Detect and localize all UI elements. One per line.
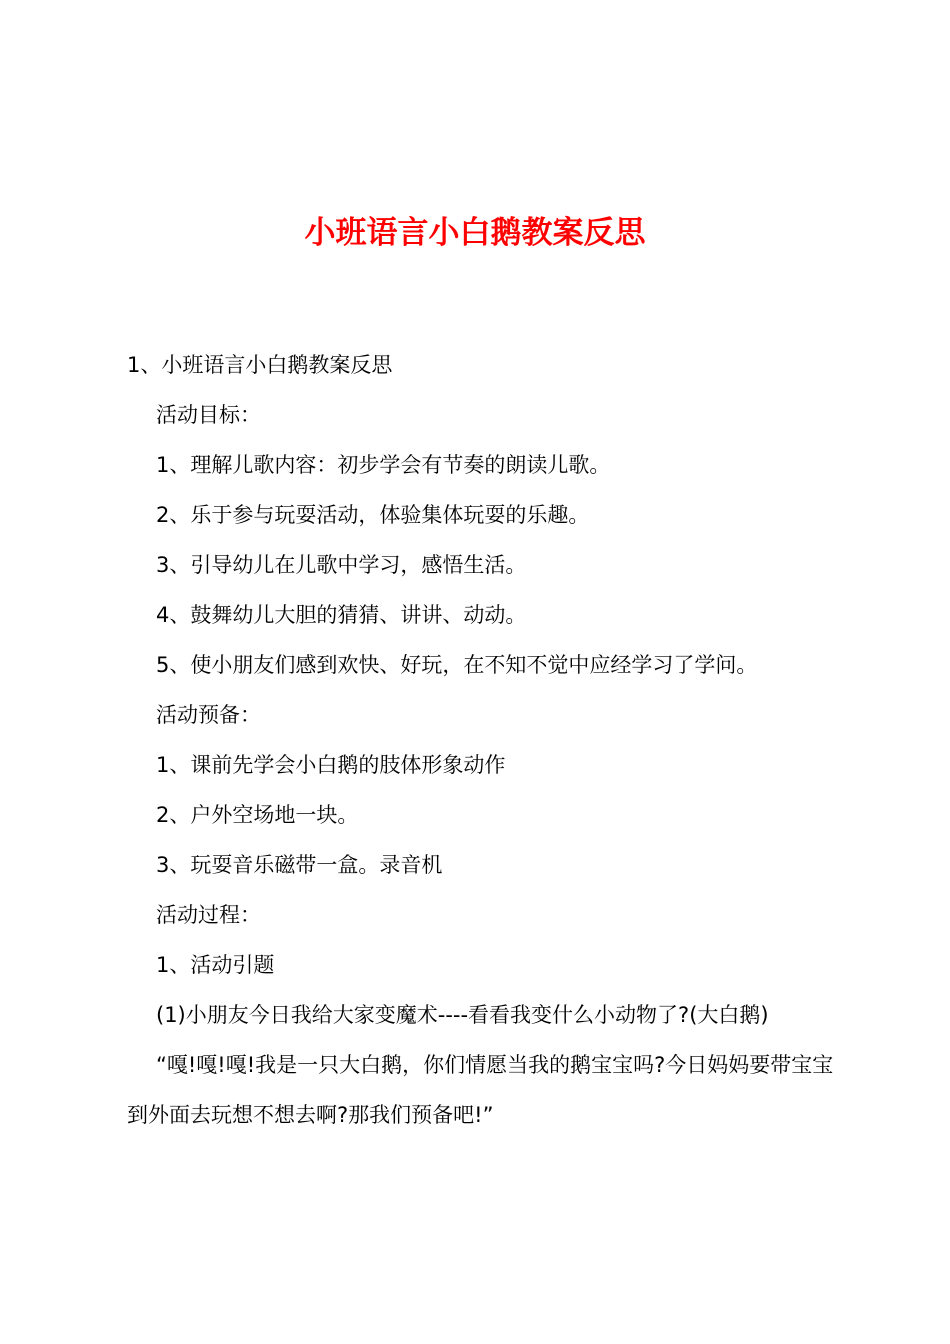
dialogue-paragraph: “嘎!嘎!嘎!我是一只大白鹅，你们情愿当我的鹅宝宝吗?今日妈妈要带宝宝到外面去玩想不想去啊?那我们预备吧!” — [127, 1053, 834, 1127]
goal-item: 1、理解儿歌内容：初步学会有节奏的朗读儿歌。 — [156, 453, 611, 477]
preparation-item: 3、玩耍音乐磁带一盒。录音机 — [156, 853, 443, 877]
section-heading: 1、小班语言小白鹅教案反思 — [127, 353, 393, 377]
preparation-item: 1、课前先学会小白鹅的肢体形象动作 — [156, 753, 506, 777]
process-item: 1、活动引题 — [156, 953, 275, 977]
document-title: 小班语言小白鹅教案反思 — [304, 215, 646, 251]
goal-item: 3、引导幼儿在儿歌中学习，感悟生活。 — [156, 553, 527, 577]
goal-item: 4、鼓舞幼儿大胆的猜猜、讲讲、动动。 — [156, 603, 527, 627]
subheading-preparation: 活动预备： — [156, 703, 261, 727]
subheading-process: 活动过程： — [156, 903, 261, 927]
goal-item: 2、乐于参与玩耍活动，体验集体玩耍的乐趣。 — [156, 503, 590, 527]
preparation-item: 2、户外空场地一块。 — [156, 803, 359, 827]
goal-item: 5、使小朋友们感到欢快、好玩，在不知不觉中应经学习了学问。 — [156, 653, 758, 677]
subheading-goals: 活动目标： — [156, 403, 261, 427]
process-subitem: (1)小朋友今日我给大家变魔术----看看我变什么小动物了?(大白鹅) — [156, 1003, 769, 1027]
document-body — [127, 340, 837, 1140]
